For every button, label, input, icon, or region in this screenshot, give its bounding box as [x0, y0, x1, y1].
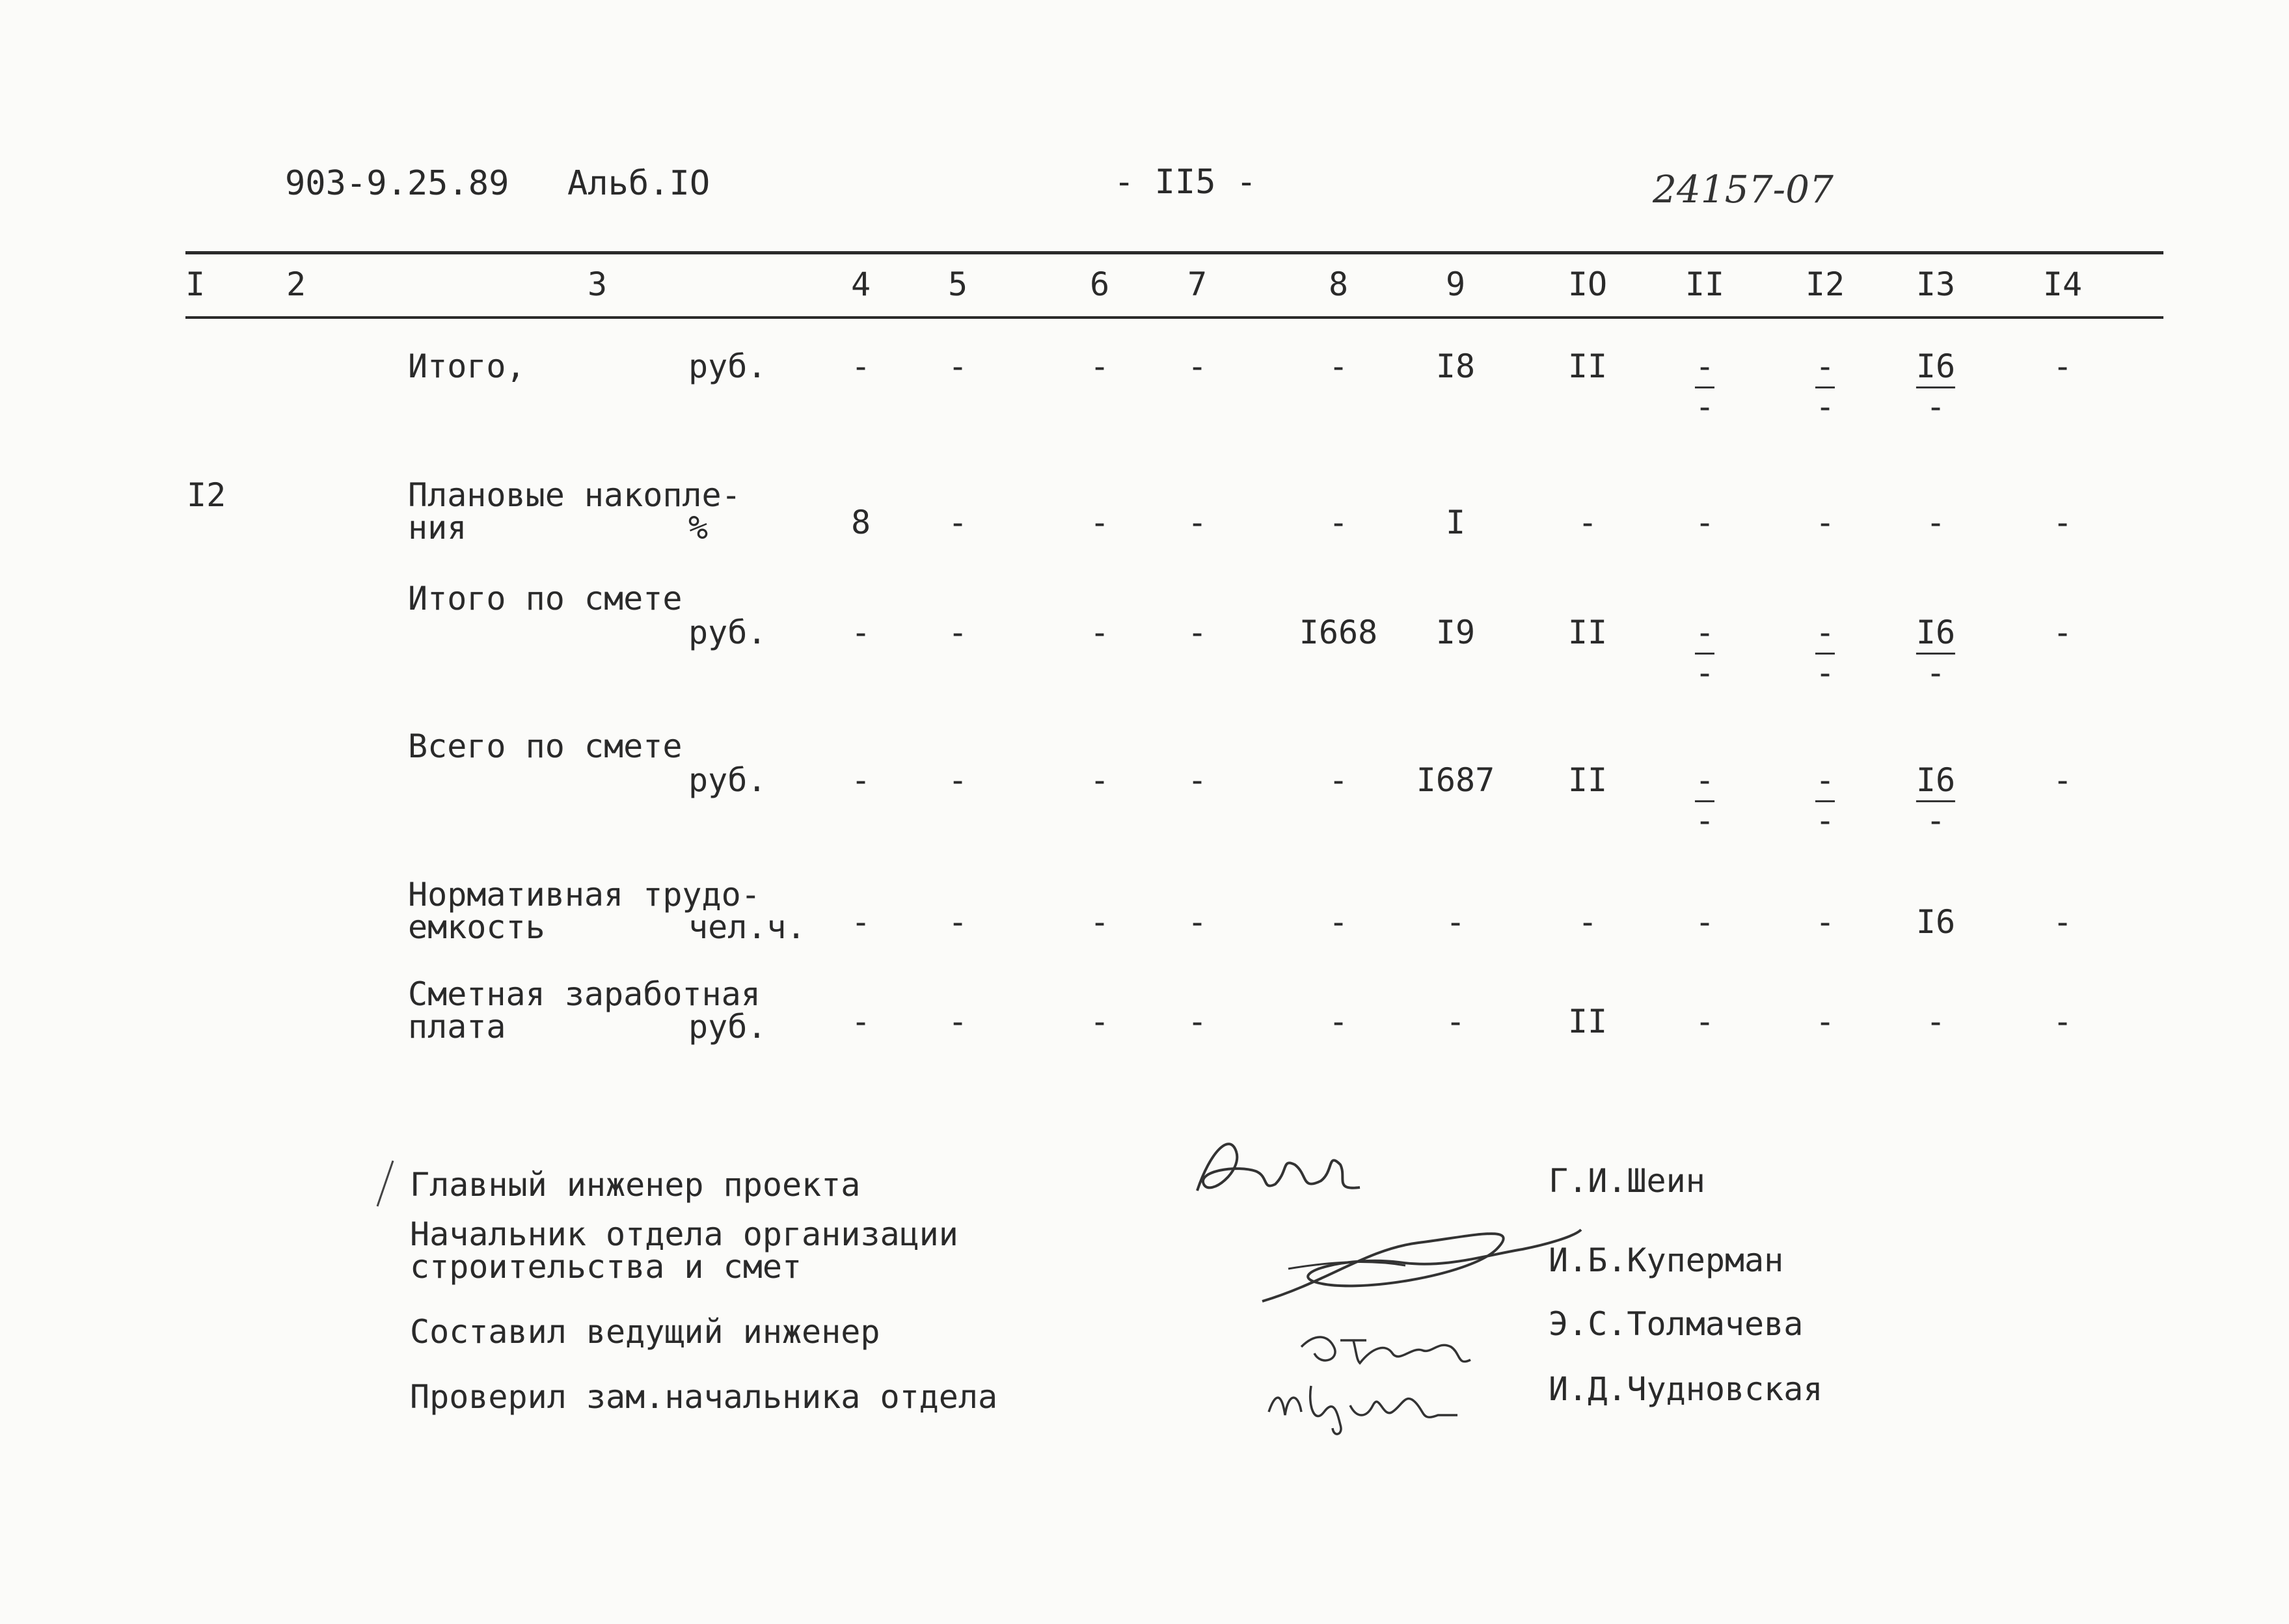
table-cell: I6: [1916, 764, 1955, 802]
column-header: 9: [1445, 265, 1466, 303]
signature-kuperman: [1249, 1210, 1588, 1314]
table-cell: -: [947, 504, 968, 541]
row-unit: чел.ч.: [688, 908, 806, 946]
row-label: Итого,: [408, 347, 526, 385]
row-label: Сметная заработная: [408, 975, 761, 1013]
table-subcell: -: [1694, 388, 1715, 426]
column-header: 2: [286, 265, 306, 303]
table-cell: -: [850, 347, 871, 385]
table-cell: -: [1187, 761, 1208, 799]
column-header: 3: [587, 265, 608, 303]
table-cell: I6: [1916, 616, 1955, 655]
column-header: 8: [1328, 265, 1349, 303]
table-cell: -: [2052, 614, 2073, 651]
table-cell: -: [1187, 903, 1208, 941]
table-cell: -: [1815, 350, 1835, 388]
column-header: 5: [947, 265, 968, 303]
row-label: емкость: [408, 908, 545, 946]
table-cell: I6: [1916, 903, 1956, 941]
column-header: 6: [1089, 265, 1110, 303]
table-cell: -: [1445, 903, 1466, 941]
table-cell: 8: [850, 504, 871, 541]
table-top-rule: [185, 251, 2163, 254]
table-subcell: -: [1925, 388, 1946, 426]
table-cell: -: [1089, 1003, 1110, 1040]
table-cell: -: [1089, 903, 1110, 941]
column-header: I4: [2042, 265, 2083, 303]
table-cell: -: [1694, 903, 1715, 941]
table-cell: -: [1695, 350, 1714, 388]
table-subcell: -: [1925, 802, 1946, 839]
table-cell: -: [1187, 1003, 1208, 1040]
table-cell: -: [850, 903, 871, 941]
row-label: Плановые накопле-: [408, 476, 741, 514]
table-cell: -: [850, 1003, 871, 1040]
signatory-name: Г.И.Шеин: [1549, 1162, 1705, 1200]
table-cell: -: [947, 614, 968, 651]
table-cell: -: [1328, 903, 1349, 941]
table-cell: -: [1695, 616, 1714, 655]
row-unit: руб.: [688, 347, 767, 385]
slash-mark: [373, 1158, 400, 1210]
signatory-name: И.Д.Чудновская: [1549, 1370, 1823, 1408]
table-cell: -: [1089, 614, 1110, 651]
table-cell: -: [1695, 764, 1714, 802]
row-unit: руб.: [688, 1008, 767, 1046]
table-cell: -: [1089, 347, 1110, 385]
table-cell: -: [1815, 616, 1835, 655]
table-cell: -: [1328, 504, 1349, 541]
table-cell: -: [1815, 1003, 1835, 1040]
table-header-rule: [185, 316, 2163, 319]
table-cell: -: [947, 1003, 968, 1040]
column-header: I: [185, 265, 206, 303]
row-label: Нормативная трудо-: [408, 876, 761, 914]
table-cell: -: [1815, 903, 1835, 941]
table-cell: II: [1567, 347, 1608, 385]
table-cell: -: [947, 761, 968, 799]
column-header: 4: [850, 265, 871, 303]
table-subcell: -: [1694, 654, 1715, 692]
table-cell: II: [1567, 761, 1608, 799]
table-subcell: -: [1694, 802, 1715, 839]
column-header: I2: [1805, 265, 1845, 303]
doc-code: 903-9.25.89: [285, 164, 509, 203]
table-cell: -: [850, 614, 871, 651]
table-cell: I8: [1435, 347, 1476, 385]
row-label: Всего по смете: [408, 727, 683, 765]
table-cell: -: [2052, 504, 2073, 541]
row-label: плата: [408, 1008, 506, 1046]
table-cell: -: [2052, 1003, 2073, 1040]
signature-role: Начальник отдела организации: [410, 1215, 958, 1253]
table-cell: -: [1089, 504, 1110, 541]
signature-shein: [1184, 1126, 1379, 1210]
table-subcell: -: [1815, 654, 1835, 692]
table-cell: -: [1445, 1003, 1466, 1040]
table-subcell: -: [1815, 388, 1835, 426]
table-cell: -: [1815, 504, 1835, 541]
table-cell: -: [1328, 347, 1349, 385]
table-cell: I: [1445, 504, 1466, 541]
table-cell: -: [1187, 504, 1208, 541]
table-cell: I687: [1416, 761, 1495, 799]
table-cell: -: [1577, 504, 1598, 541]
row-number: I2: [187, 476, 226, 514]
table-cell: -: [2052, 347, 2073, 385]
table-cell: -: [947, 347, 968, 385]
row-label: ния: [408, 509, 467, 547]
table-cell: -: [1925, 1003, 1946, 1040]
signature-role: Проверил зам.начальника отдела: [410, 1378, 998, 1416]
table-cell: -: [850, 761, 871, 799]
signature-role: Главный инженер проекта: [410, 1166, 861, 1204]
table-cell: -: [2052, 761, 2073, 799]
table-cell: -: [1328, 761, 1349, 799]
row-unit: %: [688, 509, 709, 547]
table-subcell: -: [1925, 654, 1946, 692]
table-cell: I9: [1435, 614, 1476, 651]
table-cell: II: [1567, 614, 1608, 651]
table-cell: -: [1089, 761, 1110, 799]
table-cell: -: [947, 903, 968, 941]
table-cell: -: [1328, 1003, 1349, 1040]
table-cell: I668: [1299, 614, 1378, 651]
table-cell: II: [1567, 1003, 1608, 1040]
column-header: IO: [1567, 265, 1608, 303]
row-label: Итого по смете: [408, 580, 683, 617]
album-number: Альб.IO: [567, 164, 711, 203]
handwritten-number: 24157-07: [1653, 167, 1834, 211]
page-number: - II5 -: [1114, 163, 1257, 202]
signatory-name: И.Б.Куперман: [1549, 1241, 1784, 1279]
table-cell: I6: [1916, 350, 1955, 388]
signatory-name: Э.С.Толмачева: [1549, 1305, 1804, 1343]
table-cell: -: [2052, 903, 2073, 941]
row-unit: руб.: [688, 614, 767, 651]
table-subcell: -: [1815, 802, 1835, 839]
table-cell: -: [1187, 347, 1208, 385]
row-unit: руб.: [688, 761, 767, 799]
table-cell: -: [1694, 1003, 1715, 1040]
table-cell: -: [1187, 614, 1208, 651]
signature-role: Составил ведущий инженер: [410, 1313, 880, 1351]
column-header: I3: [1916, 265, 1956, 303]
signature-role-line2: строительства и смет: [410, 1248, 802, 1286]
table-cell: -: [1925, 504, 1946, 541]
column-header: II: [1685, 265, 1725, 303]
table-cell: -: [1577, 903, 1598, 941]
signature-chudnovskaya: [1262, 1366, 1483, 1444]
table-cell: -: [1694, 504, 1715, 541]
table-cell: -: [1815, 764, 1835, 802]
column-header: 7: [1187, 265, 1208, 303]
